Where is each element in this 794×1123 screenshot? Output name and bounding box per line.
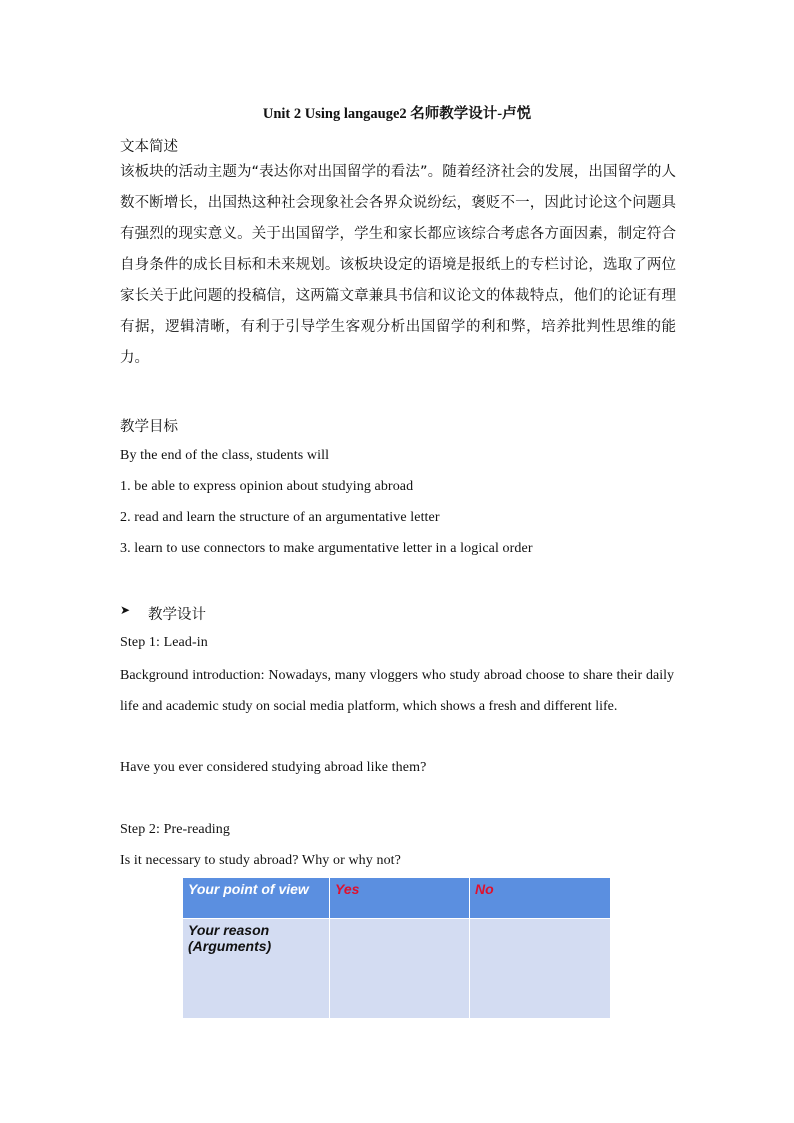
objectives-heading: 教学目标	[120, 419, 178, 435]
overview-heading: 文本简述	[120, 139, 178, 155]
objectives-intro: By the end of the class, students will	[120, 448, 330, 463]
step2-question: Is it necessary to study abroad? Why or why not?	[120, 853, 401, 868]
objective-item-1: 1. be able to express opinion about studying abroad	[120, 479, 414, 494]
table-header-row	[183, 878, 611, 919]
row-label-arguments: (Arguments)	[188, 938, 272, 954]
step1-title: Step 1: Lead-in	[120, 635, 208, 650]
row-label-reason: Your reason	[188, 922, 270, 938]
step1-question: Have you ever considered studying abroad like them?	[120, 760, 427, 775]
step1-background: Background introduction: Nowadays, many vloggers who study abroad choose to share their daily life and academic study on social media platform, which shows a fresh and different life.	[120, 668, 674, 714]
objective-item-2: 2. read and learn the structure of an argumentative letter	[120, 510, 440, 525]
header-point-of-view: Your point of view	[183, 878, 330, 919]
arrow-bullet-icon: ➤	[120, 603, 131, 617]
header-yes: Yes	[330, 878, 470, 919]
row-label-cell	[183, 919, 330, 1019]
point-of-view-table	[182, 877, 611, 1019]
yes-reason-cell[interactable]	[330, 919, 470, 1019]
objective-item-3: 3. learn to use connectors to make argumentative letter in a logical order	[120, 541, 533, 556]
design-heading: 教学设计	[148, 607, 206, 623]
document-title: Unit 2 Using langauge2 名师教学设计-卢悦	[262, 106, 532, 122]
header-no: No	[470, 878, 611, 919]
step2-title: Step 2: Pre-reading	[120, 822, 230, 837]
overview-paragraph: 该板块的活动主题为“表达你对出国留学的看法”。随着经济社会的发展，出国留学的人数不断增长，出国热这种社会现象社会各界众说纷纭，褒贬不一，因此讨论这个问题具有强烈的现实意义。关于出国留学，学生和家长都应该综合考虑各方面因素，制定符合自身条件的成长目标和未来规划。该板块设定的语境是报纸上的专栏讨论，选取了两位家长关于此问题的投稿信，这两篇文章兼具书信和议论文的体裁特点，他们的论证有理有据，逻辑清晰，有利于引导学生客观分析出国留学的利和弊，培养批判性思维的能力。	[120, 164, 676, 366]
table-row	[183, 919, 611, 1019]
no-reason-cell[interactable]	[470, 919, 611, 1019]
